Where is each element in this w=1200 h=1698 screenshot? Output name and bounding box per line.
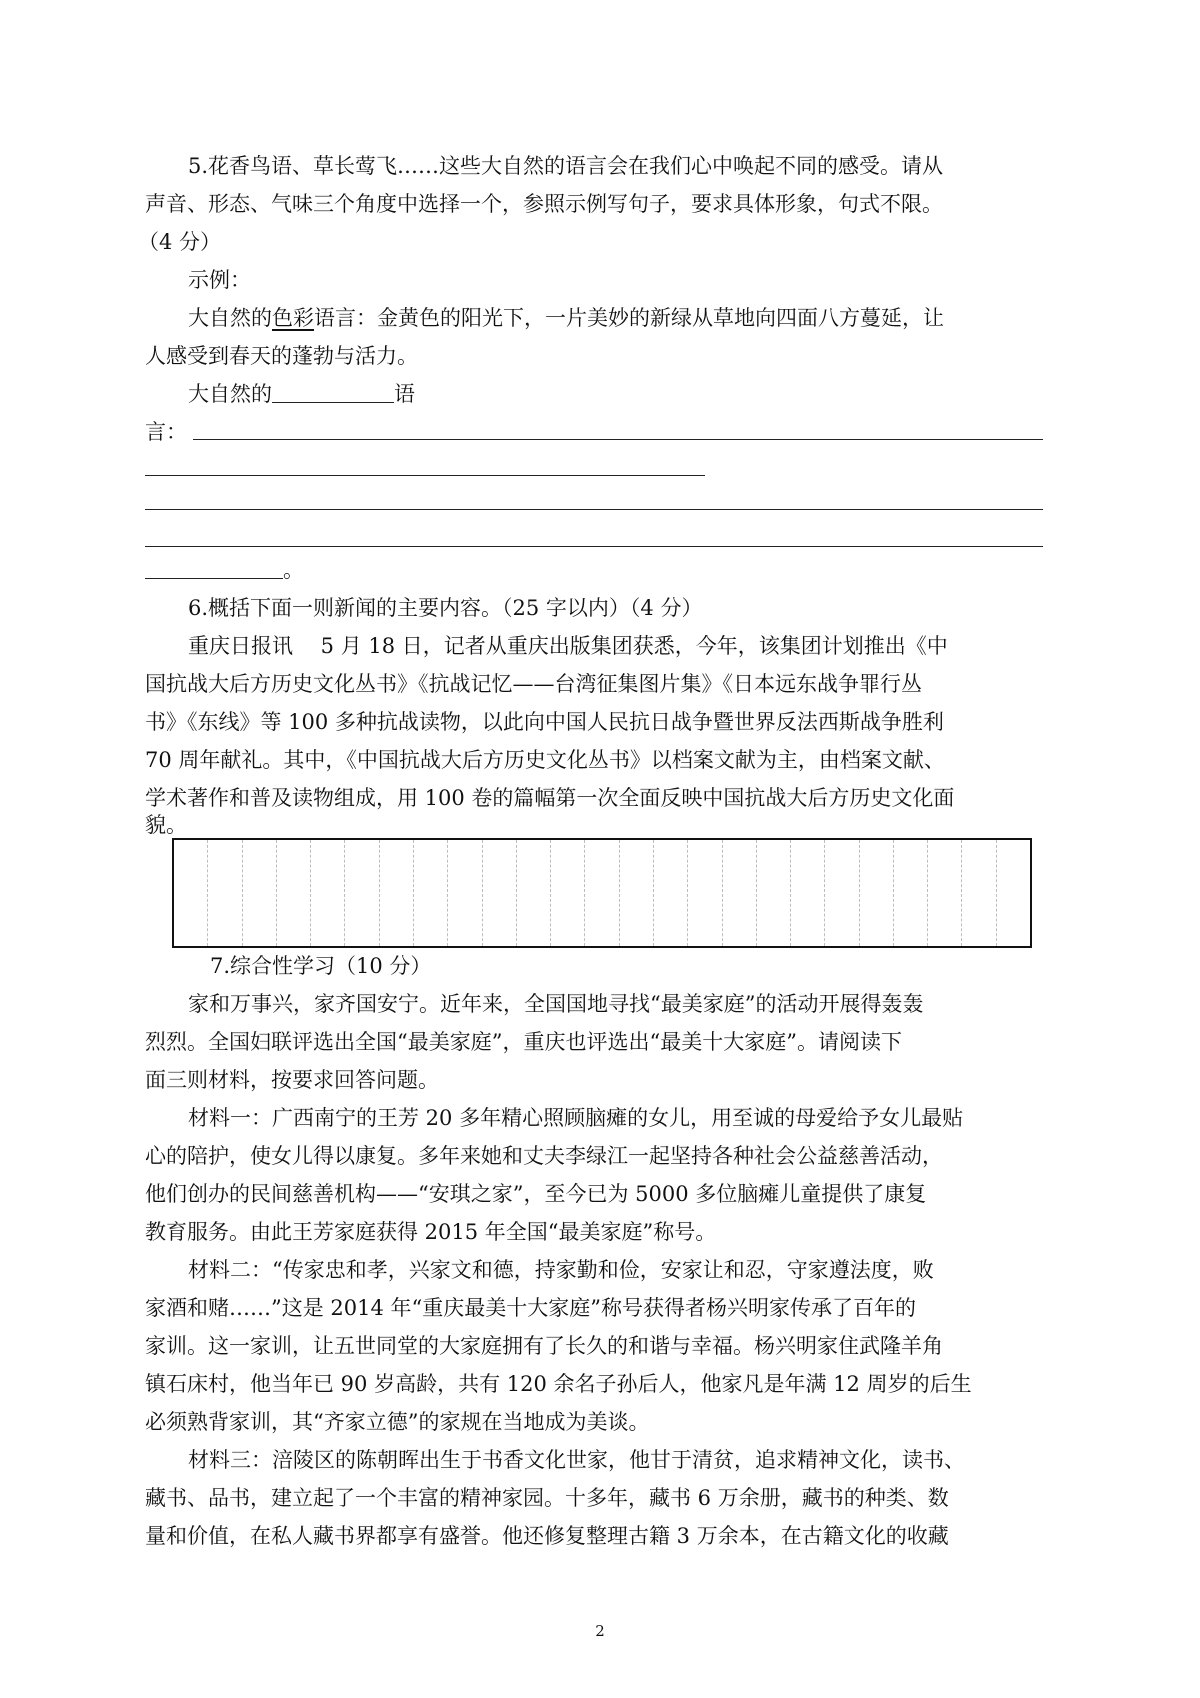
q5-answer-rule-2[interactable] (145, 475, 705, 476)
q7-prompt: 7.综合性学习（10 分） (210, 954, 432, 978)
page-number: 2 (595, 1622, 605, 1640)
q6-news-line-2: 国抗战大后方历史文化丛书》《抗战记忆——台湾征集图片集》《日本远东战争罪行丛 (145, 672, 922, 696)
q5-prompt-line-2: 声音、形态、气味三个角度中选择一个，参照示例写句子，要求具体形象，句式不限。 (145, 192, 943, 216)
grid-cell[interactable] (448, 840, 482, 946)
grid-cell[interactable] (414, 840, 448, 946)
q5-points: （4 分） (138, 230, 222, 254)
grid-cell[interactable] (997, 840, 1030, 946)
q5-prompt-line-1: 5.花香鸟语、草长莺飞……这些大自然的语言会在我们心中唤起不同的感受。请从 (188, 154, 944, 178)
q5-example-post: 语言：金黄色的阳光下，一片美妙的新绿从草地向四面八方蔓延，让 (314, 306, 944, 330)
q6-answer-grid[interactable] (172, 838, 1032, 948)
q5-answer-last-line (145, 556, 304, 584)
material1-line-3: 他们创办的民间慈善机构——“安琪之家”，至今已为 5000 多位脑瘫儿童提供了康复 (145, 1182, 927, 1206)
grid-cell[interactable] (757, 840, 791, 946)
q5-answer-end: 。 (283, 558, 304, 582)
grid-cell[interactable] (483, 840, 517, 946)
grid-cell[interactable] (585, 840, 619, 946)
material2-line-2: 家酒和赌……”这是 2014 年“重庆最美十大家庭”称号获得者杨兴明家传承了百年的 (145, 1296, 916, 1320)
q5-answer-pre: 大自然的 (188, 382, 272, 406)
grid-cell[interactable] (277, 840, 311, 946)
q7-intro-line-2: 烈烈。全国妇联评选出全国“最美家庭”，重庆也评选出“最美十大家庭”。请阅读下 (145, 1030, 902, 1054)
material2-line-4: 镇石床村，他当年已 90 岁高龄，共有 120 余名子孙后人，他家凡是年满 12 周岁的后生 (145, 1372, 972, 1396)
q5-example-label: 示例： (188, 268, 251, 292)
q6-news-line-6: 貌。 (145, 813, 187, 837)
q5-answer-rule-3[interactable] (145, 509, 1043, 510)
q7-intro-line-1: 家和万事兴，家齐国安宁。近年来，全国国地寻找“最美家庭”的活动开展得轰轰 (188, 992, 924, 1016)
q5-example-line-1 (188, 304, 944, 332)
q5-answer-rule-4[interactable] (145, 546, 1043, 547)
grid-cell[interactable] (208, 840, 242, 946)
grid-cell[interactable] (928, 840, 962, 946)
grid-cell[interactable] (345, 840, 379, 946)
grid-cell[interactable] (654, 840, 688, 946)
q7-intro-line-3: 面三则材料，按要求回答问题。 (145, 1068, 439, 1092)
grid-cell[interactable] (962, 840, 996, 946)
q5-example-keyword: 色彩 (272, 306, 314, 330)
q6-news-line-1: 重庆日报讯 5 月 18 日，记者从重庆出版集团获悉，今年，该集团计划推出《中 (188, 634, 948, 658)
material3-line-3: 量和价值，在私人藏书界都享有盛誉。他还修复整理古籍 3 万余本，在古籍文化的收藏 (145, 1524, 949, 1548)
grid-cell[interactable] (620, 840, 654, 946)
material2-line-3: 家训。这一家训，让五世同堂的大家庭拥有了长久的和谐与幸福。杨兴明家住武隆羊角 (145, 1334, 943, 1358)
material3-line-1: 材料三：涪陵区的陈朝晖出生于书香文化世家，他甘于清贫，追求精神文化，读书、 (188, 1448, 965, 1472)
q5-answer-blank[interactable] (272, 380, 394, 403)
material2-line-5: 必须熟背家训，其“齐家立德”的家规在当地成为美谈。 (145, 1410, 650, 1434)
material1-line-2: 心的陪护，使女儿得以康复。多年来她和丈夫李绿江一起坚持各种社会公益慈善活动， (145, 1144, 943, 1168)
q6-news-line-5: 学术著作和普及读物组成，用 100 卷的篇幅第一次全面反映中国抗战大后方历史文化面 (145, 786, 955, 810)
material2-line-1: 材料二：“传家忠和孝，兴家文和德，持家勤和俭，安家让和忍，守家遵法度，败 (188, 1258, 934, 1282)
q6-news-line-4: 70 周年献礼。其中，《中国抗战大后方历史文化丛书》以档案文献为主，由档案文献、 (145, 748, 945, 772)
q5-answer-rule-1[interactable] (193, 439, 1043, 440)
grid-cell[interactable] (174, 840, 208, 946)
q5-answer-line-2-prefix: 言： (145, 420, 187, 444)
grid-cell[interactable] (723, 840, 757, 946)
grid-cell[interactable] (791, 840, 825, 946)
q5-answer-line-1 (188, 380, 415, 408)
grid-cell[interactable] (688, 840, 722, 946)
grid-cell[interactable] (894, 840, 928, 946)
grid-cell[interactable] (311, 840, 345, 946)
q6-news-line-3: 书》《东线》等 100 多种抗战读物，以此向中国人民抗日战争暨世界反法西斯战争胜利 (145, 710, 944, 734)
grid-cell[interactable] (243, 840, 277, 946)
material1-line-4: 教育服务。由此王芳家庭获得 2015 年全国“最美家庭”称号。 (145, 1220, 717, 1244)
q5-example-pre: 大自然的 (188, 306, 272, 330)
q5-answer-post: 语 (394, 382, 415, 406)
grid-cell[interactable] (825, 840, 859, 946)
grid-cell[interactable] (380, 840, 414, 946)
grid-cell[interactable] (860, 840, 894, 946)
material3-line-2: 藏书、品书，建立起了一个丰富的精神家园。十多年，藏书 6 万余册，藏书的种类、数 (145, 1486, 949, 1510)
material1-line-1: 材料一：广西南宁的王芳 20 多年精心照顾脑瘫的女儿，用至诚的母爱给予女儿最贴 (188, 1106, 964, 1130)
q5-answer-last-blank[interactable] (145, 556, 283, 579)
grid-cell[interactable] (551, 840, 585, 946)
q6-prompt: 6.概括下面一则新闻的主要内容。（25 字以内）（4 分） (188, 596, 703, 620)
q5-example-line-2: 人感受到春天的蓬勃与活力。 (145, 344, 418, 368)
grid-cell[interactable] (517, 840, 551, 946)
